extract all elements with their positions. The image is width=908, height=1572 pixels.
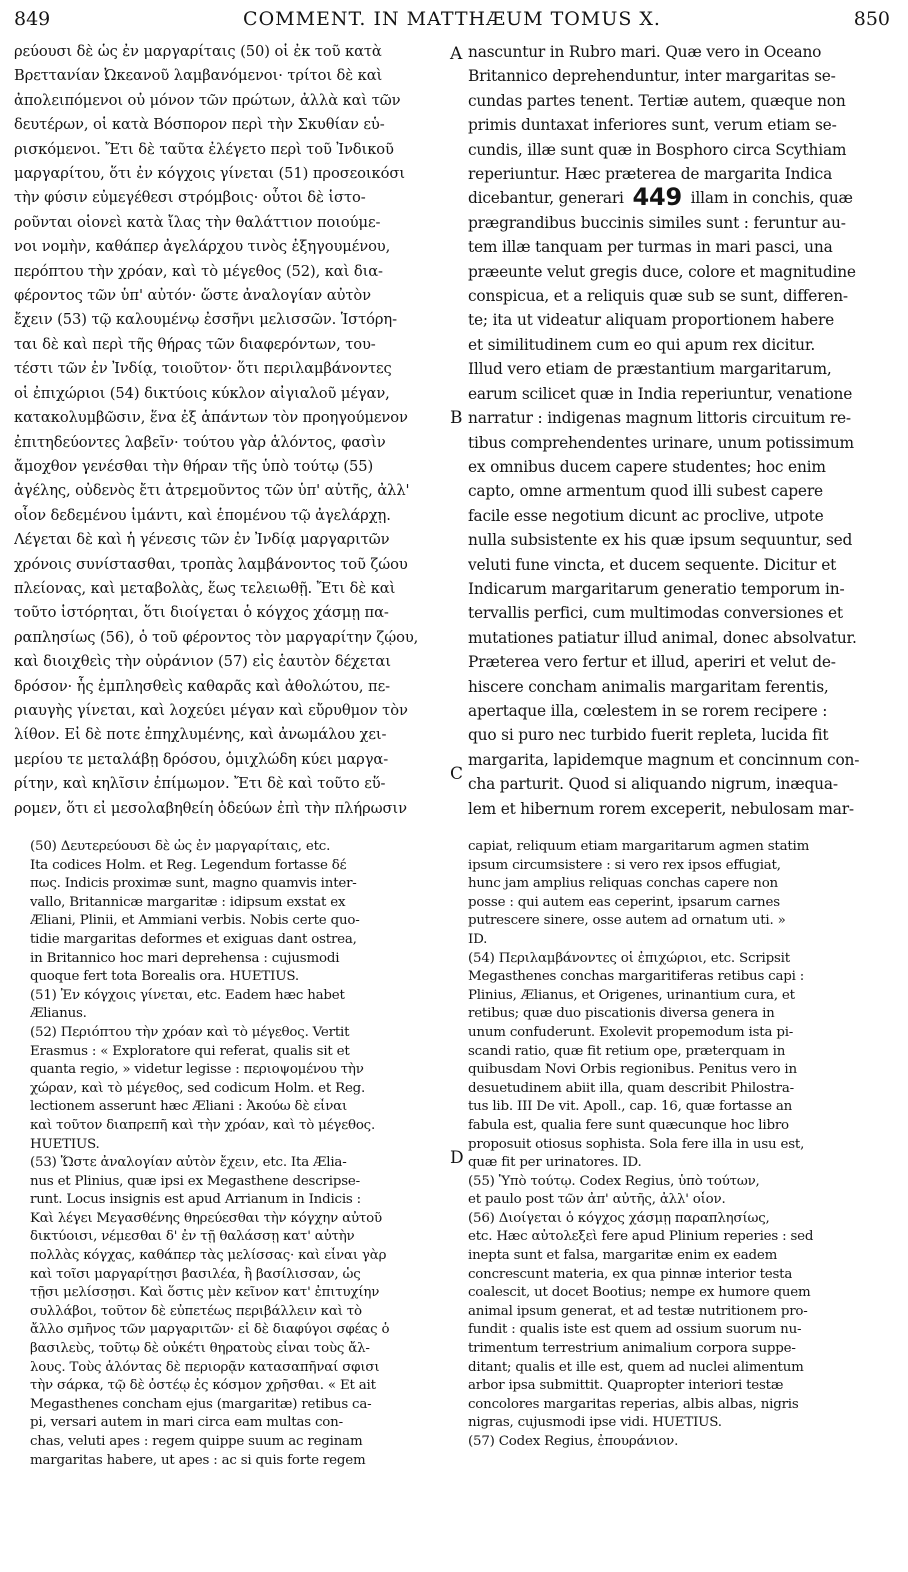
latin-text-line: præeunte velut gregis duce, colore et magnitudine <box>468 262 856 281</box>
greek-text-line: περόπτου τὴν χρόαν, καὶ τὸ μέγεθος (52), καὶ δια- <box>14 262 383 280</box>
page-number-left: 849 <box>14 8 51 30</box>
greek-text-line: δρόσον· ἧς ἐμπλησθεὶς καθαρᾶς καὶ ἀθολώτου, πε- <box>14 677 390 695</box>
footnote-line: πως. Indicis proximæ sunt, magno quamvis inter- <box>30 876 357 892</box>
greek-text-line: μερίου τε μεταλάβῃ δρόσου, ὁμιχλώδη κύει μαργα- <box>14 750 389 768</box>
greek-text-line: ρισκόμενοι. Ἔτι δὲ ταῦτα ἐλέγετο περὶ τοῦ Ἰνδικοῦ <box>14 140 394 158</box>
footnote-line: in Britannico hoc mari deprehensa : cujusmodi <box>30 950 340 966</box>
footnote-line: Ælianus. <box>30 1006 87 1022</box>
footnote-line: Megasthenes concham ejus (margaritæ) retibus ca- <box>30 1396 372 1412</box>
greek-text-line: νοι νομὴν, καθάπερ ἀγελάρχου τινὸς ἐξηγουμένου, <box>14 238 391 256</box>
footnote-line: λους. Τοὺς ἁλόντας δὲ περιορᾷν κατασαπῆναί σφισι <box>30 1359 380 1375</box>
footnote-line: lectionem asserunt hæc Æliani : Ἀκούω δὲ εἶναι <box>30 1099 348 1115</box>
latin-text-line: reperiuntur. Hæc præterea de margarita Indica <box>468 165 833 184</box>
latin-text-line: Indicarum margaritarum generatio temporum in- <box>468 579 845 598</box>
greek-text-line: λίθον. Εἰ δὲ ποτε ἐπηχλυμένης, καὶ ἀνωμάλου χει- <box>14 726 387 744</box>
greek-text-line: μαργαρίτου, ὅτι ἐν κόγχοις γίνεται (51) προσεοικόσι <box>14 165 405 183</box>
footnote-line: concrescunt materia, ex qua pinnæ interior testa <box>468 1266 793 1282</box>
latin-text-line: te; ita ut videatur aliquam proportionem habere <box>468 311 835 330</box>
footnote-line: quanta regio, » videtur legisse : περιοψομένου τὴν <box>30 1062 364 1078</box>
footnote-line: Erasmus : « Exploratore qui referat, qualis sit et <box>30 1043 350 1059</box>
footnote-line: καὶ τοῖσι μαργαρίτῃσι βασιλέα, ἢ βασίλισσαν, ὡς <box>30 1266 361 1282</box>
footnote-line: Ita codices Holm. et Reg. Legendum fortasse δέ <box>30 857 347 873</box>
footnote-line: quæ fit per urinatores. ID. <box>468 1155 642 1171</box>
greek-text-line: ἀγέλης, οὐδενὸς ἔτι ἀτρεμοῦντος τῶν ὑπ' αὐτῆς, ἀλλ' <box>14 482 410 500</box>
footnote-line: proposuit otiosus sophista. Sola fere illa in usu est, <box>468 1136 805 1152</box>
footnote-line: quoque fert tota Borealis ora. HUETIUS. <box>30 969 299 985</box>
footnote-line: fundit : qualis iste est quem ad ossium suorum nu- <box>468 1322 802 1338</box>
greek-text-line: κατακολυμβῶσιν, ἕνα ἐξ ἁπάντων τὸν προηγούμενον <box>14 409 408 427</box>
greek-text-line: ἔχειν (53) τῷ καλουμένῳ ἐσσῆνι μελισσῶν. Ἱστόρη- <box>14 311 397 329</box>
footnote-line: capiat, reliquum etiam margaritarum agmen statim <box>468 839 810 854</box>
footnote-line: posse : qui autem eas ceperint, ipsarum carnes <box>468 894 780 910</box>
latin-text-line: hiscere concham animalis margaritam ferentis, <box>468 677 829 696</box>
footnote-line: Καὶ λέγει Μεγασθένης θηρεύεσθαι τὴν κόγχην αὐτοῦ <box>30 1210 382 1226</box>
greek-text-line: χρόνοις συνίστασθαι, τροπὰς λαμβάνοντος τοῦ ζώου <box>14 555 408 573</box>
footnote-line: δικτύοισι, νέμεσθαι δ' ἐν τῇ θαλάσσῃ κατ' αὐτὴν <box>30 1229 355 1245</box>
footnote-line: (52) Περιόπτου τὴν χρόαν καὶ τὸ μέγεθος. Vertit <box>30 1024 350 1040</box>
latin-text-line: primis duntaxat inferiores sunt, verum etiam se- <box>468 116 837 135</box>
footnote-line: Æliani, Plinii, et Ammiani verbis. Nobis certe quo- <box>30 913 360 929</box>
greek-text-line: πλείονας, καὶ μεταβολὰς, ἕως τελειωθῇ. Ἔτι δὲ καὶ <box>14 579 396 597</box>
greek-text-line: ρομεν, ὅτι εἰ μεσολαβηθείη ὁδεύων ἐπὶ τὴν πλήρωσιν <box>14 799 407 817</box>
footnote-line: trimentum terrestrium animalium corpora suppe- <box>468 1341 796 1357</box>
latin-text-line: margarita, lapidemque magnum et concinnum con- <box>468 750 860 769</box>
footnote-line: (50) Δευτερεύουσι δὲ ὡς ἐν μαργαρίταις, etc. <box>30 839 331 854</box>
latin-text-line: tem illæ tanquam per turmas in mari pasci, una <box>468 238 833 257</box>
latin-text-line: dicebantur, generari 449 illam in conchis, quæ <box>468 186 853 211</box>
page-header <box>14 8 890 34</box>
greek-text-line: δευτέρων, οἱ κατὰ Βόσπορον περὶ τὴν Σκυθίαν εὑ- <box>14 116 385 134</box>
latin-text-line: nascuntur in Rubro mari. Quæ vero in Oceano <box>468 43 822 61</box>
latin-text-line: lem et hibernum rorem exceperit, nebulosam mar- <box>468 799 854 818</box>
footnote-line: retibus; quæ duo piscationis diversa genera in <box>468 1006 775 1022</box>
greek-text-line: ἀπολειπόμενοι οὐ μόνον τῶν πρώτων, ἀλλὰ καὶ τῶν <box>14 91 401 109</box>
footnote-line: concolores margaritas reperias, albis albas, nigris <box>468 1396 799 1412</box>
footnote-line: nigras, cujusmodi ipse vidi. HUETIUS. <box>468 1415 722 1431</box>
latin-text-line: tibus comprehendentes urinare, unum potissimum <box>468 433 854 452</box>
latin-text-line: ex omnibus ducem capere studentes; hoc enim <box>468 457 826 476</box>
footnote-line: (56) Διοίγεται ὁ κόγχος χάσμῃ παραπλησίως, <box>468 1210 770 1226</box>
footnotes-right-column <box>468 838 893 1452</box>
greek-text-line: ται δὲ καὶ περὶ τῆς θήρας τῶν διαφερόντων, του- <box>14 335 376 353</box>
footnote-line: hunc jam amplius reliquas conchas capere non <box>468 876 778 892</box>
footnote-line: συλλάβοι, τοῦτον δὲ εὐπετέως περιβάλλειν καὶ τὸ <box>30 1303 362 1319</box>
latin-text-line: narratur : indigenas magnum littoris circuitum re- <box>468 409 851 428</box>
greek-text-line: ρεύουσι δὲ ὡς ἐν μαργαρίταις (50) οἱ ἐκ τοῦ κατὰ <box>14 43 382 60</box>
latin-text-line: earum scilicet quæ in India reperiuntur, venatione <box>468 384 853 403</box>
footnote-line: margaritas habere, ut apes : ac si quis forte regem <box>30 1452 366 1468</box>
footnote-line: καὶ τοῦτον διαπρεπῆ καὶ τὴν χρόαν, καὶ τὸ μέγεθος. <box>30 1117 376 1133</box>
footnote-line: etc. Hæc αὐτολεξεὶ fere apud Plinium reperies : sed <box>468 1229 814 1245</box>
footnote-line: scandi ratio, quæ fit retium ope, præterquam in <box>468 1043 786 1059</box>
greek-text-column <box>14 40 454 821</box>
margin-marker-d: D <box>450 1148 464 1168</box>
latin-text-line: capto, omne armentum quod illi subest capere <box>468 482 823 501</box>
footnote-line: inepta sunt et falsa, margaritæ enim ex eadem <box>468 1248 778 1264</box>
greek-text-line: ραπλησίως (56), ὁ τοῦ φέροντος τὸν μαργαρίτην ζῴου, <box>14 628 419 646</box>
greek-text-line: φέροντος τῶν ὑπ' αὐτόν· ὥστε ἀναλογίαν αὐτὸν <box>14 287 371 305</box>
footnote-line: desuetudinem abiit illa, quam describit Philostra- <box>468 1080 794 1096</box>
greek-text-line: καὶ διοιχθεὶς τὴν οὐράνιον (57) εἰς ἑαυτὸν δέχεται <box>14 653 391 671</box>
footnote-line: unum confuderunt. Exolevit propemodum ista pi- <box>468 1024 794 1040</box>
greek-text-line: ἄμοχθον γενέσθαι τὴν θήραν τῆς ὑπὸ τούτῳ (55) <box>14 457 374 475</box>
latin-text-line: cha parturit. Quod si aliquando nigrum, inæqua- <box>468 775 838 794</box>
footnote-line: putrescere sinere, osse autem ad ornatum uti. » <box>468 913 786 929</box>
latin-text-line: et similitudinem cum eo qui apum rex dicitur. <box>468 335 816 354</box>
margin-marker-a: A <box>450 44 463 64</box>
footnote-line: Megasthenes conchas margaritiferas retibus capi : <box>468 969 805 985</box>
greek-text-line: Λέγεται δὲ καὶ ἡ γένεσις τῶν ἐν Ἰνδίᾳ μαργαριτῶν <box>14 531 390 549</box>
footnote-line: runt. Locus insignis est apud Arrianum in Indicis : <box>30 1192 361 1208</box>
footnote-line: tidie margaritas deformes et exiguas dant ostrea, <box>30 931 357 947</box>
greek-text-line: τέστι τῶν ἐν Ἰνδίᾳ, τοιοῦτον· ὅτι περιλαμβάνοντες <box>14 360 392 378</box>
latin-text-line: facile esse negotium dicunt ac proclive, utpote <box>468 506 824 525</box>
latin-text-line: prægrandibus buccinis similes sunt : feruntur au- <box>468 213 846 232</box>
latin-text-line: mutationes patiatur illud animal, donec absolvatur. <box>468 628 857 647</box>
footnote-line: animal ipsum generat, et ad testæ nutritionem pro- <box>468 1303 808 1319</box>
footnote-line: chas, veluti apes : regem quippe suum ac reginam <box>30 1434 363 1449</box>
footnote-line: (54) Περιλαμβάνοντες οἱ ἐπιχώριοι, etc. Scripsit <box>468 950 790 966</box>
greek-text-line: τὴν φύσιν εὐμεγέθεσι στρόμβοις· οὗτοι δὲ ἱστο- <box>14 189 366 207</box>
footnote-line: et paulo post τῶν ἀπ' αὐτῆς, ἀλλ' οἷον. <box>468 1192 726 1208</box>
footnote-line: τῇσι μελίσσῃσι. Καὶ ὅστις μὲν κεῖνον κατ' ἐπιτυχίην <box>30 1285 380 1301</box>
margin-marker-b: B <box>450 408 463 428</box>
latin-text-column <box>468 40 893 821</box>
greek-text-line: ροῦνται οἱονεὶ κατὰ ἴλας τὴν θαλάττιον ποιούμε- <box>14 213 381 231</box>
column-number: 449 <box>632 186 682 211</box>
footnote-line: (55) Ὑπὸ τούτῳ. Codex Regius, ὑπὸ τούτων, <box>468 1173 760 1189</box>
footnote-line: ipsum circumsistere : si vero rex ipsos effugiat, <box>468 857 781 873</box>
footnotes-left-column <box>30 838 454 1470</box>
footnote-line: (53) Ὥστε ἀναλογίαν αὐτὸν ἔχειν, etc. Ita Ælia- <box>30 1155 347 1171</box>
latin-text-line: quo si puro nec turbido fuerit repleta, lucida fit <box>468 726 829 745</box>
latin-text-line: conspicua, et a reliquis quæ sub se sunt, differen- <box>468 287 848 306</box>
latin-text-line: tervallis perfici, cum multimodas conversiones et <box>468 604 843 623</box>
latin-text-line: Illud vero etiam de præstantium margaritarum, <box>468 360 832 379</box>
latin-text-line: Britannico deprehenduntur, inter margaritas se- <box>468 67 836 86</box>
latin-text-line: nulla subsistente ex his quæ ipsum sequuntur, sed <box>468 531 853 550</box>
footnote-line: HUETIUS. <box>30 1136 100 1152</box>
margin-marker-c: C <box>450 764 464 784</box>
footnote-line: tus lib. III De vit. Apoll., cap. 16, quæ fortasse an <box>468 1099 793 1115</box>
footnote-line: χώραν, καὶ τὸ μέγεθος, sed codicum Holm. et Reg. <box>30 1080 366 1096</box>
running-title: COMMENT. IN MATTHÆUM TOMUS X. <box>243 8 661 30</box>
latin-text-line: cundas partes tenent. Tertiæ autem, quæque non <box>468 91 846 110</box>
greek-text-line: οἱ ἐπιχώριοι (54) δικτύοις κύκλον αἰγιαλοῦ μέγαν, <box>14 384 390 402</box>
footnote-line: βασιλεὺς, τοῦτῳ δὲ οὐκέτι θηρατοὺς εἶναι τοὺς ἄλ- <box>30 1341 370 1357</box>
greek-text-line: ἐπιτηδεύοντες λαβεῖν· τούτου γὰρ ἁλόντος, φασὶν <box>14 433 386 451</box>
footnote-line: ditant; qualis et ille est, quem ad nuclei alimentum <box>468 1359 804 1375</box>
latin-text-line: Præterea vero fertur et illud, aperiri et velut de- <box>468 653 836 672</box>
footnote-line: πολλὰς κόγχας, καθάπερ τὰς μελίσσας· καὶ εἶναι γὰρ <box>30 1248 387 1264</box>
footnote-line: quibusdam Novi Orbis regionibus. Penitus vero in <box>468 1062 797 1078</box>
page-number-right: 850 <box>853 8 890 30</box>
footnote-line: fabula est, qualia fere sunt quæcunque hoc libro <box>468 1117 789 1133</box>
footnote-line: arbor ipsa submittit. Quapropter interiori testæ <box>468 1378 784 1394</box>
footnote-line: pi, versari autem in mari circa eam multas con- <box>30 1415 343 1431</box>
footnote-line: vallo, Britannicæ margaritæ : idipsum exstat ex <box>30 894 346 910</box>
footnote-line: nus et Plinius, quæ ipsi ex Megasthene descripse- <box>30 1173 360 1189</box>
greek-text-line: ριαυγὴς γίνεται, καὶ λοχεύει μέγαν καὶ εὔρυθμον τὸν <box>14 701 408 719</box>
footnote-line: τὴν σάρκα, τῷ δὲ ὀστέῳ ἐς κόσμον χρῆσθαι. « Et ait <box>30 1378 376 1394</box>
footnote-line: ἄλλο σμῆνος τῶν μαργαριτῶν· εἰ δὲ διαφύγοι σφέας ὁ <box>30 1322 390 1338</box>
latin-text-line: veluti fune vincta, et ducem sequente. Dicitur et <box>468 555 837 574</box>
greek-text-line: οἷον δεδεμένου ἱμάντι, καὶ ἑπομένου τῷ ἀγελάρχῃ. <box>14 506 391 524</box>
greek-text-line: ρίτην, καὶ κηλῖσιν ἐπίμωμον. Ἔτι δὲ καὶ τοῦτο εὕ- <box>14 775 386 793</box>
latin-text-line: cundis, illæ sunt quæ in Bosphoro circa Scythiam <box>468 140 847 159</box>
footnote-line: (57) Codex Regius, ἐπουράνιον. <box>468 1434 679 1449</box>
footnote-line: (51) Ἐν κόγχοις γίνεται, etc. Eadem hæc habet <box>30 987 345 1003</box>
greek-text-line: Βρεττανίαν Ὠκεανοῦ λαμβανόμενοι· τρίτοι δὲ καὶ <box>14 67 383 85</box>
footnote-line: ID. <box>468 931 488 947</box>
footnote-line: Plinius, Ælianus, et Origenes, urinantium cura, et <box>468 987 795 1003</box>
footnote-line: coalescit, ut docet Bootius; nempe ex humore quem <box>468 1285 811 1301</box>
latin-text-line: apertaque illa, cœlestem in se rorem recipere : <box>468 701 828 720</box>
greek-text-line: τοῦτο ἱστόρηται, ὅτι διοίγεται ὁ κόγχος χάσμῃ πα- <box>14 604 389 622</box>
